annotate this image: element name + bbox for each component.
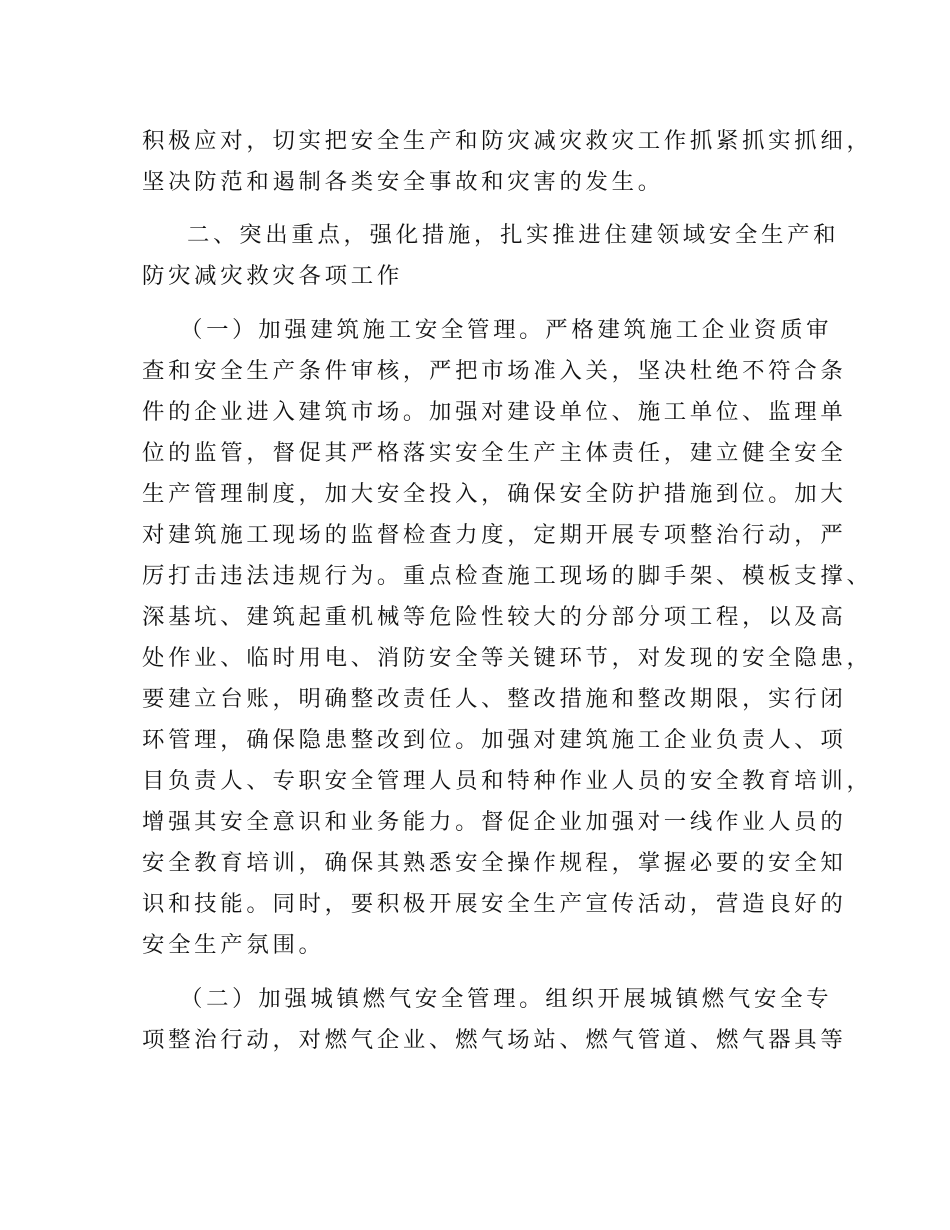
body-text-line: 深基坑、建筑起重机械等危险性较大的分部分项工程，以及高	[142, 604, 847, 630]
body-text-line: 安全生产氛围。	[142, 932, 325, 958]
section-heading-line: 防灾减灾救灾各项工作	[142, 263, 403, 289]
body-text-line: 厉打击违法违规行为。重点检查施工现场的脚手架、模板支撑、	[142, 563, 873, 589]
body-text-line: 项整治行动，对燃气企业、燃气场站、燃气管道、燃气器具等	[142, 1027, 847, 1053]
body-text-line: 位的监管，督促其严格落实安全生产主体责任，建立健全安全	[142, 440, 847, 466]
body-text-line: 件的企业进入建筑市场。加强对建设单位、施工单位、监理单	[142, 399, 847, 425]
body-text-line: （二）加强城镇燃气安全管理。组织开展城镇燃气安全专	[180, 986, 833, 1012]
body-text-line: 积极应对，切实把安全生产和防灾减灾救灾工作抓紧抓实抓细，	[142, 128, 873, 154]
body-text-line: （一）加强建筑施工安全管理。严格建筑施工企业资质审	[180, 317, 833, 343]
body-text-line: 对建筑施工现场的监督检查力度，定期开展专项整治行动，严	[142, 522, 847, 548]
body-text-line: 坚决防范和遏制各类安全事故和灾害的发生。	[142, 169, 664, 195]
body-text-line: 安全教育培训，确保其熟悉安全操作规程，掌握必要的安全知	[142, 850, 847, 876]
body-text-line: 环管理，确保隐患整改到位。加强对建筑施工企业负责人、项	[142, 727, 847, 753]
body-text-line: 识和技能。同时，要积极开展安全生产宣传活动，营造良好的	[142, 891, 847, 917]
body-text-line: 处作业、临时用电、消防安全等关键环节，对发现的安全隐患，	[142, 645, 873, 671]
section-heading-line: 二、突出重点，强化措施，扎实推进住建领域安全生产和	[187, 222, 840, 248]
body-text-line: 要建立台账，明确整改责任人、整改措施和整改期限，实行闭	[142, 686, 847, 712]
body-text-line: 增强其安全意识和业务能力。督促企业加强对一线作业人员的	[142, 809, 847, 835]
body-text-line: 查和安全生产条件审核，严把市场准入关，坚决杜绝不符合条	[142, 358, 847, 384]
body-text-line: 生产管理制度，加大安全投入，确保安全防护措施到位。加大	[142, 481, 847, 507]
body-text-line: 目负责人、专职安全管理人员和特种作业人员的安全教育培训，	[142, 768, 873, 794]
